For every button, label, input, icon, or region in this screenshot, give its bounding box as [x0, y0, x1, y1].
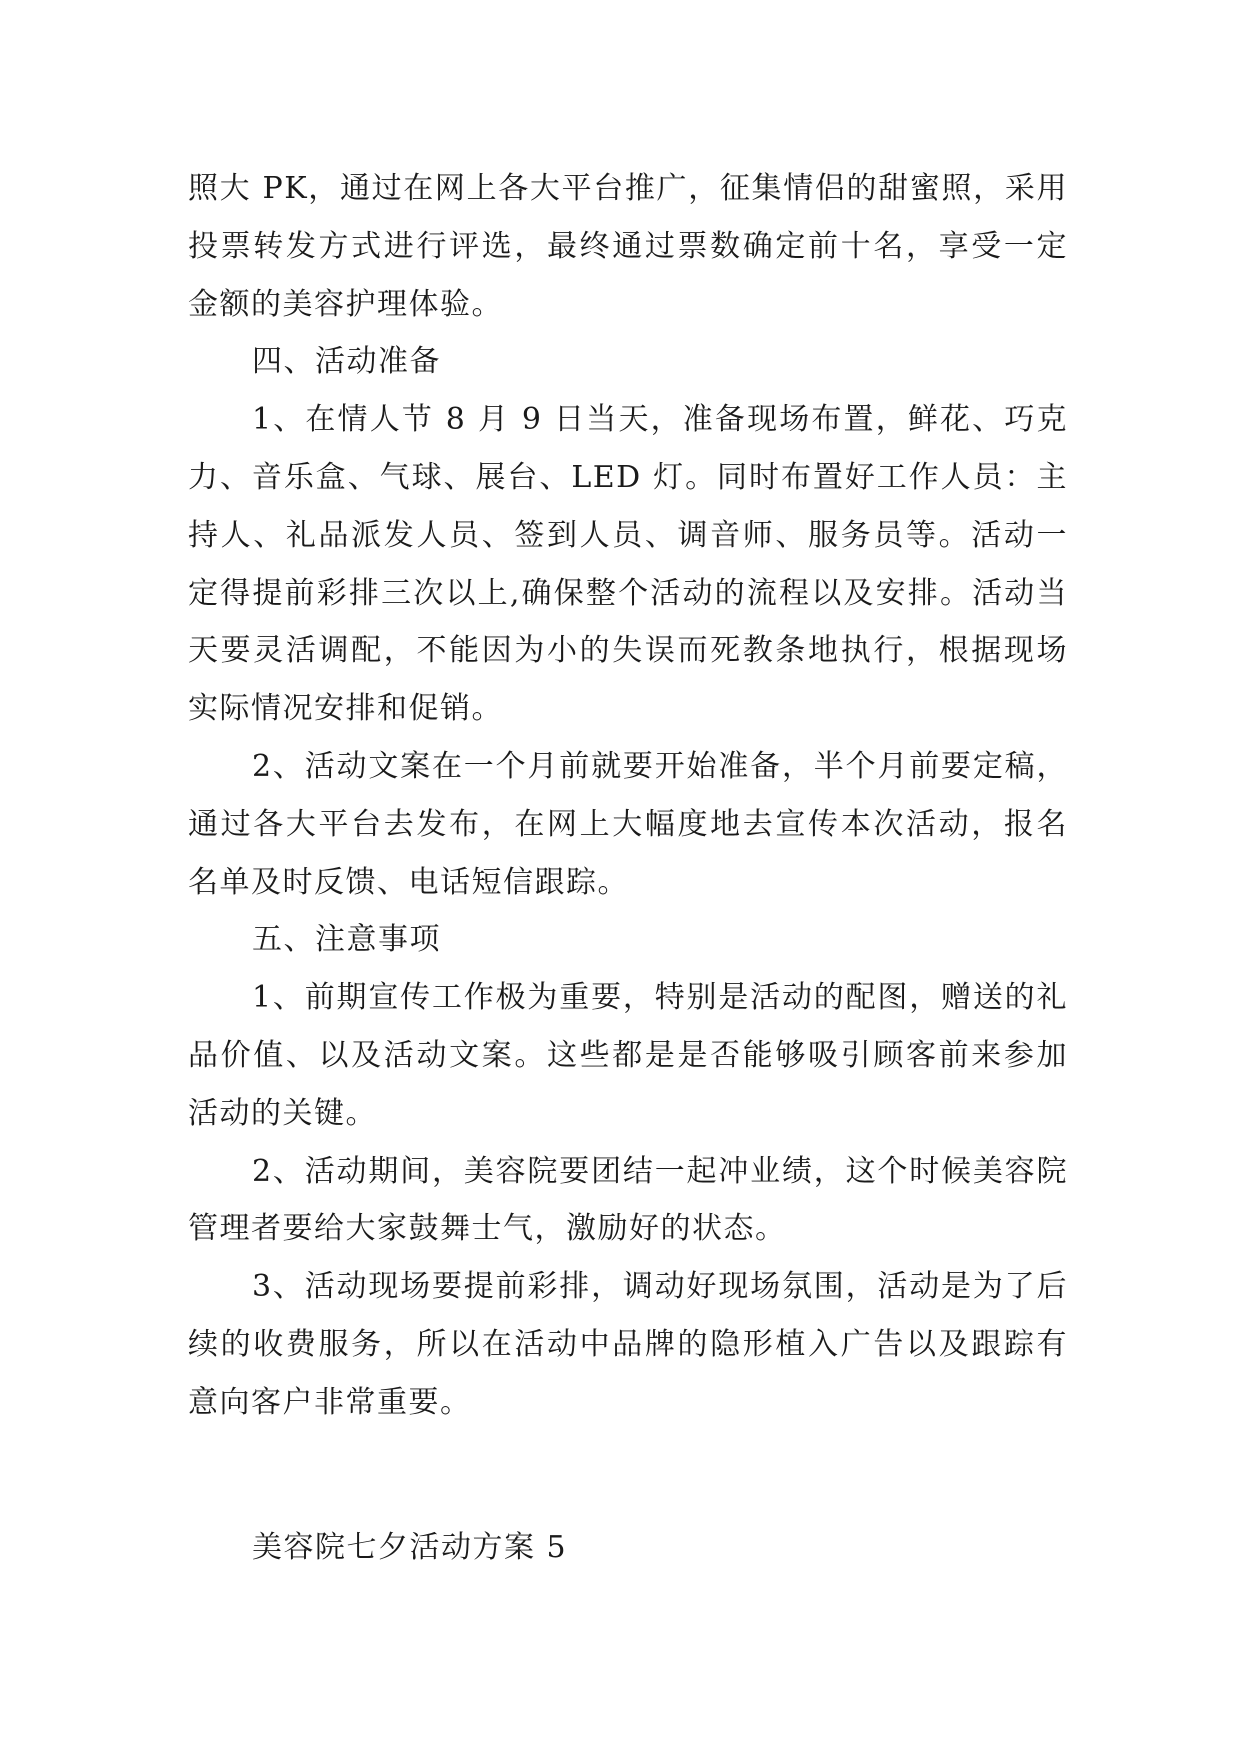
paragraph-photo-pk: 照大 PK，通过在网上各大平台推广，征集情侣的甜蜜照，采用投票转发方式进行评选，最终通过票数确定前十名，享受一定金额的美容护理体验。 — [188, 171, 1068, 322]
heading-notes: 五、注意事项 — [252, 922, 441, 958]
document-body — [188, 160, 1068, 1576]
paragraph-preparation-item-1: 1、在情人节 8 月 9 日当天，准备现场布置，鲜花、巧克力、音乐盒、气球、展台、LED 灯。同时布置好工作人员：主持人、礼品派发人员、签到人员、调音师、服务员等。活动一定得提前彩排三次以上,确保整个活动的流程以及安排。活动当天要灵活调配，不能因为小的失误而死教条地执行，根据现场实际情况安排和促销。 — [188, 402, 1068, 727]
paragraph-notes-item-1: 1、前期宣传工作极为重要，特别是活动的配图，赠送的礼品价值、以及活动文案。这些都是是否能够吸引顾客前来参加活动的关键。 — [188, 980, 1068, 1131]
paragraph-notes-item-2: 2、活动期间，美容院要团结一起冲业绩，这个时候美容院管理者要给大家鼓舞士气，激励好的状态。 — [188, 1153, 1068, 1247]
heading-activity-preparation: 四、活动准备 — [252, 344, 441, 380]
paragraph-notes-item-3: 3、活动现场要提前彩排，调动好现场氛围，活动是为了后续的收费服务，所以在活动中品牌的隐形植入广告以及跟踪有意向客户非常重要。 — [188, 1269, 1068, 1420]
paragraph-preparation-item-2: 2、活动文案在一个月前就要开始准备，半个月前要定稿，通过各大平台去发布，在网上大幅度地去宣传本次活动，报名名单及时反馈、电话短信跟踪。 — [188, 748, 1068, 900]
section-spacer — [188, 1432, 1068, 1519]
section-title: 美容院七夕活动方案 5 — [252, 1529, 568, 1565]
